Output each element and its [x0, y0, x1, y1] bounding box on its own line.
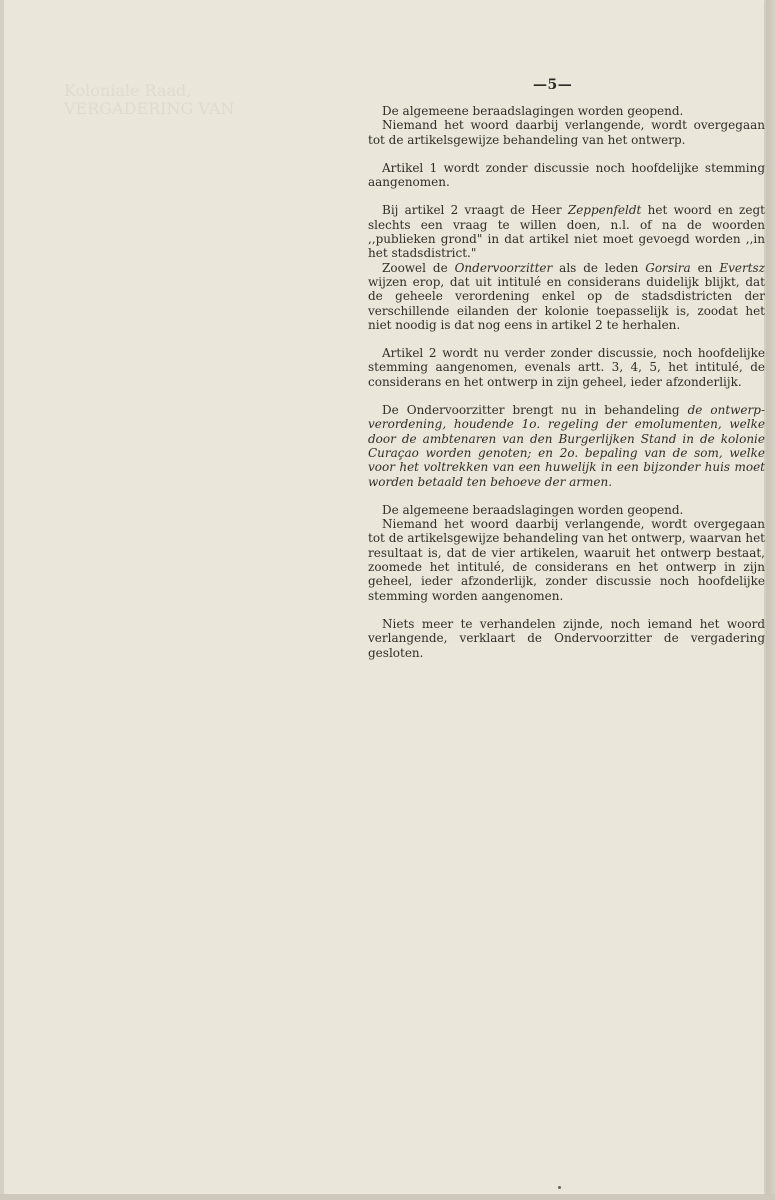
- member-name: Zeppenfeldt: [567, 203, 642, 218]
- paragraph-article-2-adopted: Artikel 2 wordt nu verder zonder discussie, noch hoofdelijke stemming aangenomen, evenals artt. 3, 4, 5, het intitulé, de considerans en het ontwerp in zijn geheel, ieder afzonderlijk.: [368, 346, 765, 389]
- page-number: —5—: [533, 77, 573, 93]
- text-run: en: [690, 260, 720, 275]
- text-run: wijzen erop, dat uit intitulé en considerans duidelijk blijkt, dat de geheele verordening enkel op de stadsdistricten der verschillende eilanden der kolonie toepasselijk is, zoodat het niet noodig is dat nog eens in artikel 2 te herhalen.: [368, 274, 765, 332]
- paragraph-articles-adopted: Niemand het woord daarbij verlangende, wordt overgegaan tot de artikelsgewijze behandeling van het ontwerp, waarvan het resultaat is, dat de vier artikelen, waaruit het ontwerp bestaat, zoomede het intitulé, de considerans en het ontwerp in zijn geheel, ieder afzonderlijk, zonder discussie noch hoofdelijke stemming worden aangenomen.: [368, 517, 765, 603]
- ghost-line-2: VERGADERING VAN: [64, 99, 235, 118]
- text-run: als de leden: [552, 260, 646, 275]
- page-left-edge: [0, 0, 4, 1200]
- scan-speck: [558, 1186, 561, 1189]
- ghost-line-1: Koloniale Raad,: [64, 81, 192, 100]
- paragraph-article-treatment: Niemand het woord daarbij verlangende, wordt overgegaan tot de artikelsgewijze behandeling van het ontwerp.: [368, 118, 765, 147]
- role-name: Ondervoorzitter: [454, 260, 553, 275]
- member-name: Evertsz: [719, 260, 765, 275]
- body-text: [368, 104, 765, 660]
- text-run: De Ondervoorzitter brengt nu in behandeling: [382, 403, 688, 418]
- paragraph-meeting-closed: Niets meer te verhandelen zijnde, noch iemand het woord verlangende, verklaart de Ondervoorzitter de vergadering gesloten.: [368, 616, 765, 660]
- ordinance-title: de ontwerp-verordening, houdende 1o. regeling der emolumenten, welke door de ambtenaren van den Burgerlijken Stand in de kolonie Curaçao worden genoten; en 2o. bepaling van de som, welke voor het voltrekken van een huwelijk in een bijzonder huis moet worden betaald ten behoeve der armen.: [368, 403, 766, 489]
- bleed-through-heading: [64, 82, 234, 118]
- paragraph-article-2-question: [368, 203, 765, 260]
- paragraph-deliberations-opened: De algemeene beraadslagingen worden geopend.: [382, 104, 684, 118]
- text-run: het woord en zegt slechts een vraag te willen doen, n.l. of na de woorden ,,publieken grond" in dat artikel niet moet gevoegd worden ,,in het stadsdistrict.": [368, 203, 765, 261]
- page-bottom-edge: [0, 1194, 775, 1200]
- page-right-edge: [766, 0, 775, 1200]
- paragraph-deliberations-opened-2: De algemeene beraadslagingen worden geopend.: [382, 502, 684, 517]
- member-name: Gorsira: [645, 260, 691, 275]
- text-run: Bij artikel 2 vraagt de Heer: [382, 203, 568, 218]
- paragraph-reply: [368, 261, 765, 332]
- paragraph-new-ordinance: [368, 403, 765, 489]
- text-run: Zoowel de: [382, 260, 455, 275]
- paragraph-article-1: Artikel 1 wordt zonder discussie noch hoofdelijke stemming aangenomen.: [368, 160, 765, 190]
